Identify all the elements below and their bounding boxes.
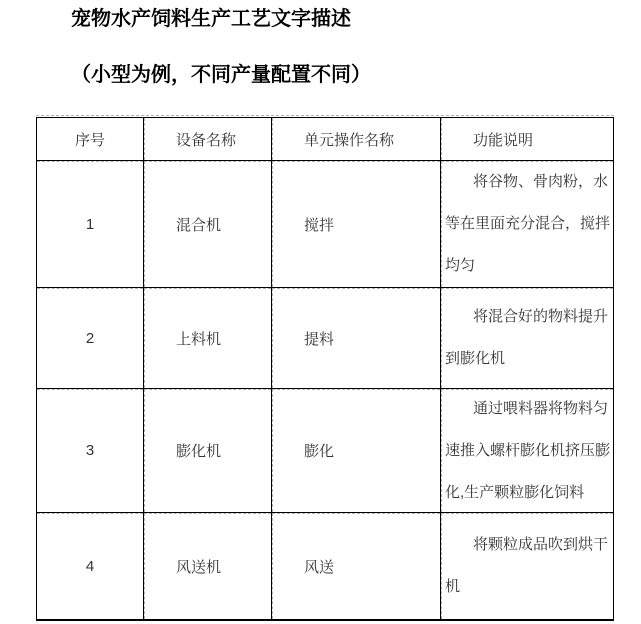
cell-equipment-name: 上料机 [144, 288, 272, 389]
process-table [36, 117, 614, 621]
cell-function-description [441, 161, 613, 288]
document-subtitle: （小型为例，不同产量配置不同） [71, 64, 371, 86]
cell-operation-name: 膨化 [272, 389, 441, 513]
cell-equipment-name: 风送机 [144, 513, 272, 619]
function-description-text: 将颗粒成品吹到烘干机 [445, 536, 609, 595]
cell-function-description [441, 288, 613, 389]
column-header-equipment: 设备名称 [144, 118, 272, 161]
cell-operation-name: 提料 [272, 288, 441, 389]
cell-serial-number: 4 [37, 513, 144, 619]
function-description-text: 通过喂料器将物料匀速推入螺杆膨化机挤压膨化,生产颗粒膨化饲料 [445, 399, 611, 501]
process-table-grid [37, 118, 613, 619]
cell-serial-number: 2 [37, 288, 144, 389]
cell-serial-number: 3 [37, 389, 144, 513]
table-outer-gridline [36, 115, 614, 116]
column-header-function: 功能说明 [441, 118, 613, 161]
document-title: 宠物水产饲料生产工艺文字描述 [71, 8, 351, 30]
column-header-serial: 序号 [37, 118, 144, 161]
cell-equipment-name: 混合机 [144, 161, 272, 288]
function-description-text: 将混合好的物料提升到膨化机 [445, 308, 609, 367]
cell-function-description [441, 389, 613, 513]
cell-serial-number: 1 [37, 161, 144, 288]
cell-operation-name: 搅拌 [272, 161, 441, 288]
cell-equipment-name: 膨化机 [144, 389, 272, 513]
cell-function-description [441, 513, 613, 619]
cell-operation-name: 风送 [272, 513, 441, 619]
function-description-text: 将谷物、骨肉粉，水等在里面充分混合，搅拌均匀 [445, 173, 611, 274]
column-header-operation: 单元操作名称 [272, 118, 441, 161]
